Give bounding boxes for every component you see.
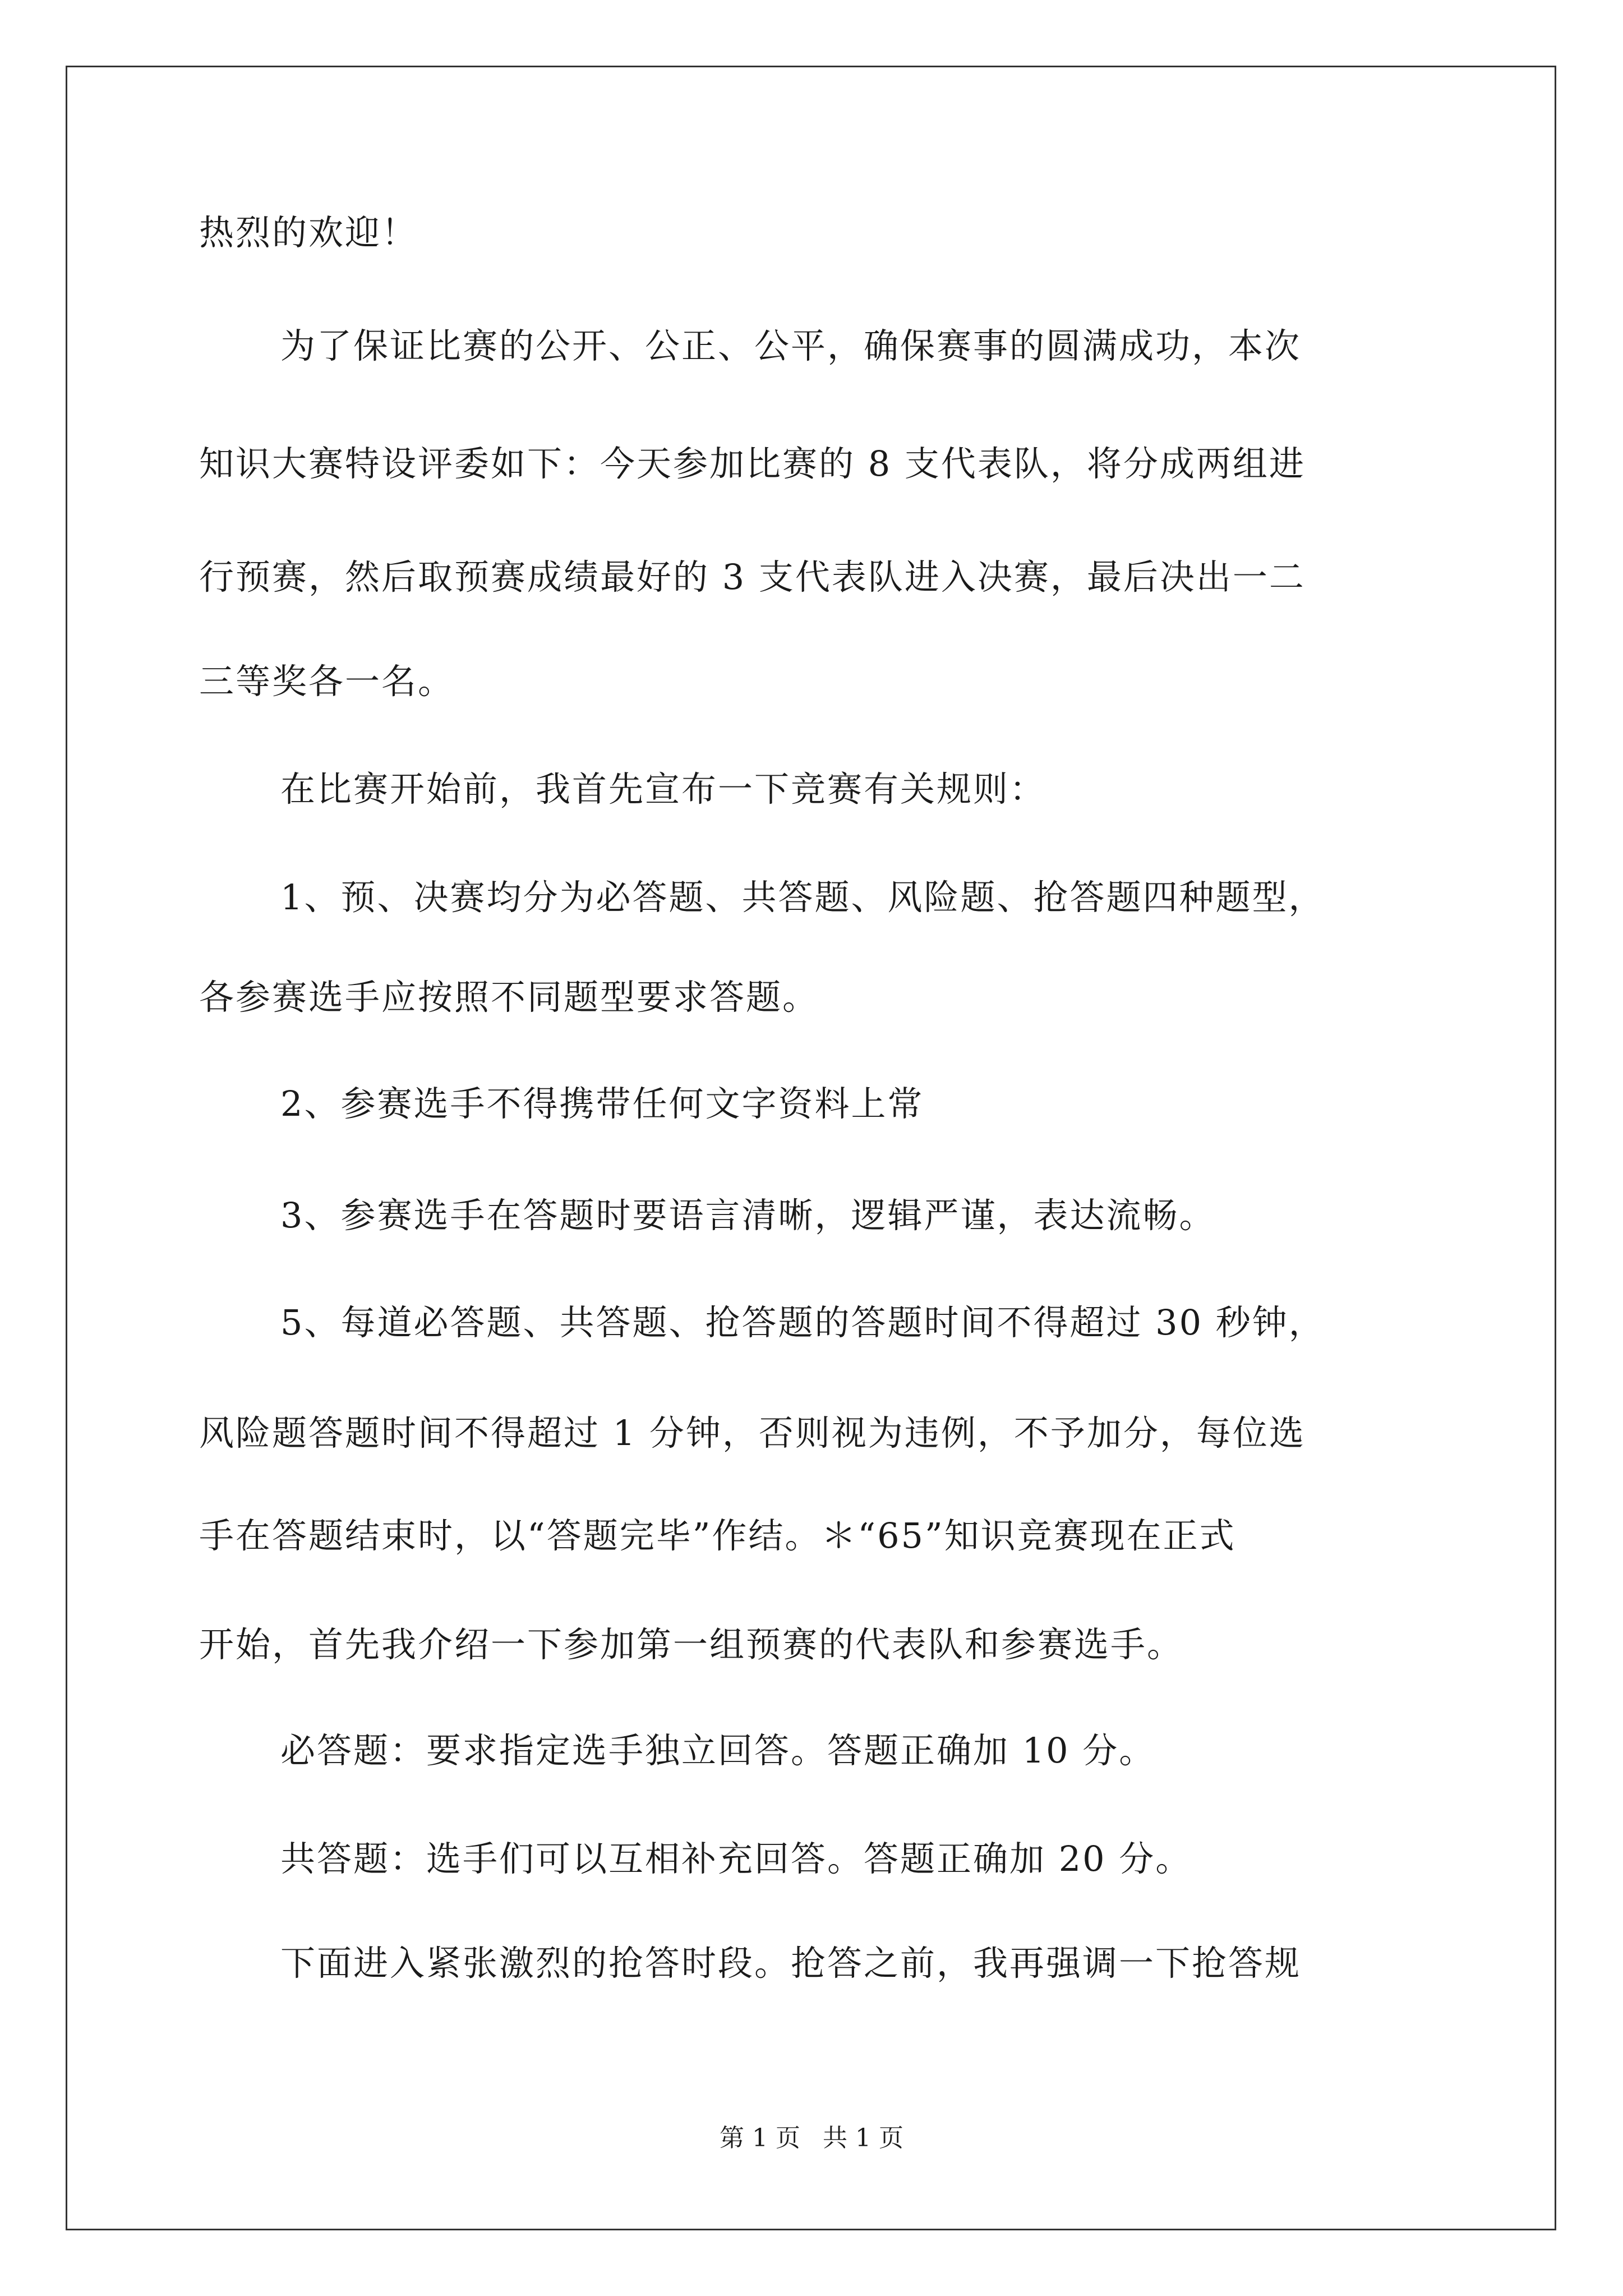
text-line: 3、参赛选手在答题时要语言清晰，逻辑严谨，表达流畅。	[280, 1195, 1216, 1236]
text-line: 1、预、决赛均分为必答题、共答题、风险题、抢答题四种题型，	[280, 877, 1325, 918]
text-line: 各参赛选手应按照不同题型要求答题。	[199, 977, 819, 1018]
text-line: 风险题答题时间不得超过 1 分钟，否则视为违例，不予加分，每位选	[199, 1412, 1306, 1453]
page-footer	[0, 2122, 1623, 2155]
text-line: 在比赛开始前，我首先宣布一下竞赛有关规则：	[280, 769, 1046, 809]
text-line: 三等奖各一名。	[199, 661, 455, 702]
text-line: 手在答题结束时，以“答题完毕”作结。＊“65”知识竞赛现在正式	[199, 1515, 1236, 1556]
text-line: 为了保证比赛的公开、公正、公平，确保赛事的圆满成功，本次	[280, 325, 1302, 366]
text-line: 下面进入紧张激烈的抢答时段。抢答之前，我再强调一下抢答规	[280, 1943, 1302, 1984]
page-number: 第 1 页	[720, 2124, 800, 2152]
text-line: 共答题：选手们可以互相补充回答。答题正确加 20 分。	[280, 1838, 1192, 1879]
text-line: 开始，首先我介绍一下参加第一组预赛的代表队和参赛选手。	[199, 1624, 1184, 1665]
text-line: 必答题：要求指定选手独立回答。答题正确加 10 分。	[280, 1730, 1156, 1771]
text-line: 2、参赛选手不得携带任何文字资料上常	[280, 1083, 924, 1124]
text-line: 热烈的欢迎！	[199, 212, 418, 253]
page-border	[66, 66, 1556, 2230]
text-line: 行预赛，然后取预赛成绩最好的 3 支代表队进入决赛，最后决出一二	[199, 556, 1306, 597]
page-total: 共 1 页	[823, 2124, 903, 2152]
text-line: 知识大赛特设评委如下：今天参加比赛的 8 支代表队，将分成两组进	[199, 443, 1306, 484]
text-line: 5、每道必答题、共答题、抢答题的答题时间不得超过 30 秒钟，	[280, 1302, 1325, 1343]
